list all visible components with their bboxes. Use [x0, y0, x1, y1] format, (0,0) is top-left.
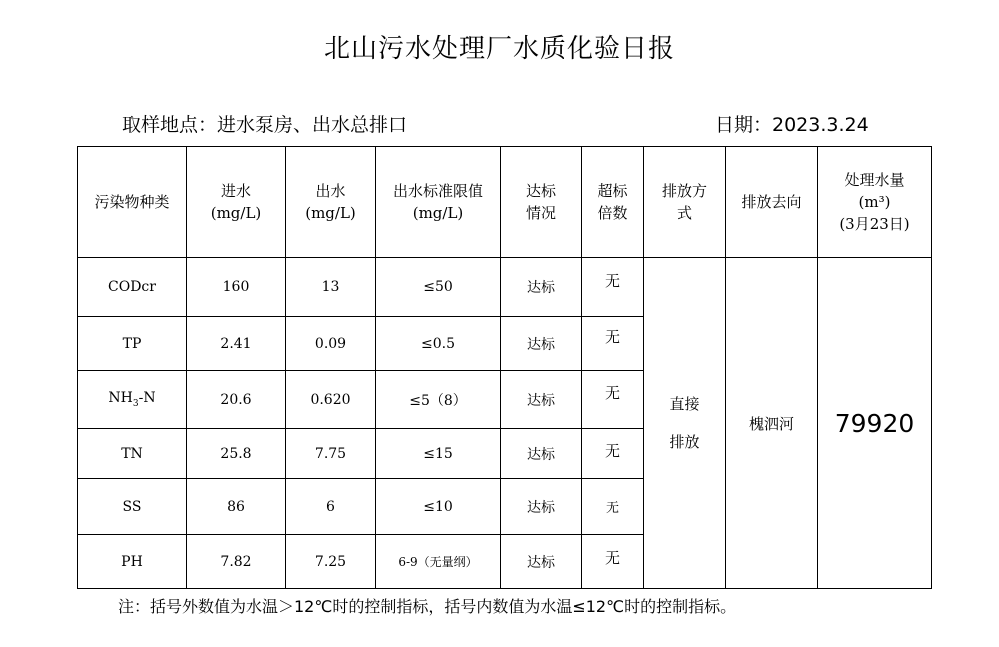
header-status: [501, 147, 582, 258]
pollutant-name: PH: [78, 535, 187, 589]
header-volume-unit: (m³): [858, 193, 891, 211]
outflow-value: 13: [286, 258, 376, 317]
header-discharge-dest: 排放去向: [726, 147, 818, 258]
table-row: [78, 258, 932, 317]
sampling-location: 取样地点：进水泵房、出水总排口: [122, 114, 408, 136]
discharge-destination: 槐泗河: [726, 258, 818, 589]
header-volume-label: 处理水量: [844, 171, 905, 189]
status-value: 达标: [501, 258, 582, 317]
header-discharge-mode: [644, 147, 726, 258]
exceed-value: [582, 429, 644, 479]
exceed-text: 无: [604, 271, 620, 290]
exceed-value: [582, 479, 644, 535]
exceed-value: [582, 535, 644, 589]
header-limit: [376, 147, 501, 258]
exceed-text: 无: [604, 549, 620, 567]
pollutant-subscript: 3: [132, 398, 139, 409]
header-inflow-label: 进水: [220, 182, 251, 200]
footnote: 注：括号外数值为水温＞12℃时的控制指标，括号内数值为水温≤12℃时的控制指标。: [118, 597, 737, 616]
limit-value: 6-9（无量纲）: [376, 535, 501, 589]
status-value: 达标: [501, 317, 582, 371]
exceed-text: 无: [604, 328, 620, 346]
header-limit-label: 出水标准限值: [392, 182, 483, 200]
pollutant-name: SS: [78, 479, 187, 535]
outflow-value: 0.09: [286, 317, 376, 371]
pollutant-name: TP: [78, 317, 187, 371]
status-value: 达标: [501, 479, 582, 535]
header-discharge-mode-line2: 式: [676, 204, 692, 222]
header-discharge-mode-line1: 排放方: [661, 182, 707, 200]
report-date: 日期：2023.3.24: [715, 114, 869, 136]
header-status-line2: 情况: [525, 204, 556, 222]
outflow-value: 7.25: [286, 535, 376, 589]
header-row: [78, 147, 932, 258]
status-value: 达标: [501, 429, 582, 479]
header-exceed-line1: 超标: [597, 182, 628, 200]
inflow-value: 20.6: [187, 371, 286, 429]
inflow-value: 7.82: [187, 535, 286, 589]
header-outflow: [286, 147, 376, 258]
outflow-value: 6: [286, 479, 376, 535]
header-pollutant: 污染物种类: [78, 147, 187, 258]
inflow-value: 160: [187, 258, 286, 317]
limit-value: ≤5（8）: [376, 371, 501, 429]
discharge-mode-line2: 排放: [669, 433, 700, 451]
exceed-text: 无: [605, 501, 619, 516]
limit-value: ≤10: [376, 479, 501, 535]
exceed-value: [582, 258, 644, 317]
discharge-mode-line1: 直接: [669, 395, 700, 413]
inflow-value: 25.8: [187, 429, 286, 479]
header-exceed: [582, 147, 644, 258]
discharge-mode: [644, 258, 726, 589]
status-value: 达标: [501, 371, 582, 429]
inflow-value: 86: [187, 479, 286, 535]
header-exceed-line2: 倍数: [597, 204, 628, 222]
water-quality-table: [77, 146, 932, 589]
header-limit-unit: (mg/L): [412, 204, 464, 222]
report-title: 北山污水处理厂水质化验日报: [323, 34, 675, 64]
header-inflow: [187, 147, 286, 258]
limit-value: ≤50: [376, 258, 501, 317]
treated-volume: 79920: [818, 258, 932, 589]
limit-value: ≤15: [376, 429, 501, 479]
header-status-line1: 达标: [525, 182, 556, 200]
exceed-text: 无: [604, 442, 620, 460]
header-inflow-unit: (mg/L): [210, 204, 262, 222]
pollutant-name: [78, 371, 187, 429]
pollutant-name: CODcr: [78, 258, 187, 317]
outflow-value: 0.620: [286, 371, 376, 429]
limit-value: ≤0.5: [376, 317, 501, 371]
header-volume-date: (3月23日): [839, 215, 910, 233]
header-volume: [818, 147, 932, 258]
pollutant-name: TN: [78, 429, 187, 479]
status-value: 达标: [501, 535, 582, 589]
exceed-value: [582, 317, 644, 371]
inflow-value: 2.41: [187, 317, 286, 371]
header-outflow-unit: (mg/L): [305, 204, 356, 222]
exceed-value: [582, 371, 644, 429]
pollutant-main: NH: [108, 390, 133, 407]
pollutant-suffix: -N: [138, 390, 156, 407]
outflow-value: 7.75: [286, 429, 376, 479]
exceed-text: 无: [604, 384, 620, 402]
header-outflow-label: 出水: [315, 182, 346, 200]
